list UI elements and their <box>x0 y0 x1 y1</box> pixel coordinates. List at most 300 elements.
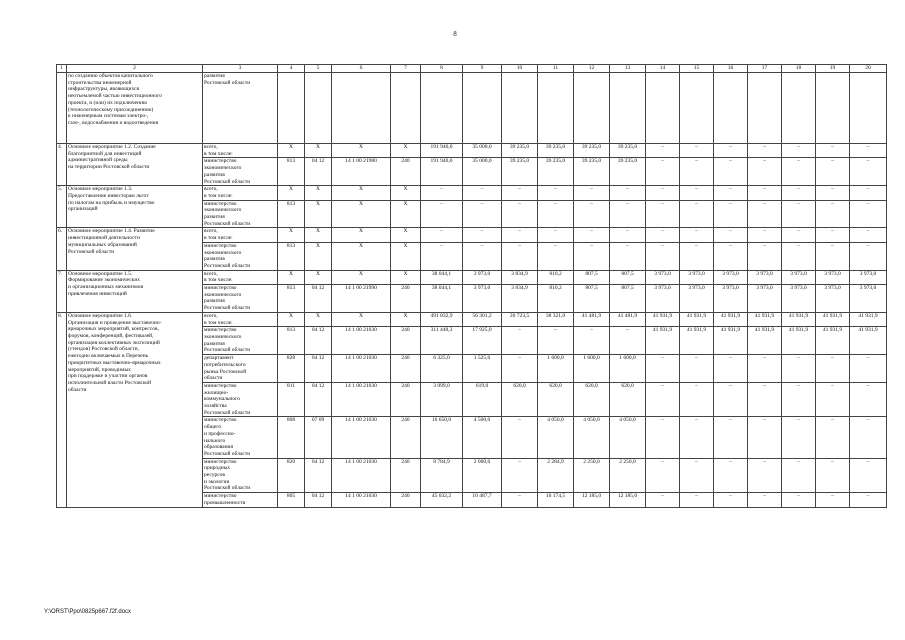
value-cell: 4 050,0 <box>574 417 610 458</box>
responsible-cell <box>203 73 278 144</box>
value-cell: – <box>714 493 748 507</box>
value-cell: – <box>502 493 538 507</box>
value-cell: 2 000,0 <box>463 458 502 493</box>
activity-name-cell-line: приоритетных выставочно-ярмарочных <box>68 359 161 366</box>
value-cell: – <box>782 200 816 228</box>
value-cell: – <box>850 355 887 383</box>
activity-name-cell-line: по созданию объектов капитального <box>68 73 153 79</box>
responsible-cell-line: и профессио- <box>204 430 236 437</box>
value-cell: X <box>332 242 391 270</box>
value-cell: – <box>574 327 610 355</box>
value-cell: – <box>782 355 816 383</box>
value-cell: – <box>502 417 538 458</box>
file-path-footer: Y:\ORST\Ppo\0825p667.f2f.docx <box>44 609 132 615</box>
value-cell: – <box>748 242 782 270</box>
activity-name-cell-line: Формирование экономических <box>68 277 141 284</box>
empty-cell <box>502 73 538 144</box>
responsible-cell-line: Ростовской области <box>204 305 251 312</box>
responsible-cell-line: Ростовской области <box>204 79 251 86</box>
value-cell: – <box>816 242 850 270</box>
value-cell: 3 973,0 <box>714 270 748 284</box>
value-cell: 3 973,0 <box>850 270 887 284</box>
responsible-cell <box>203 327 278 355</box>
empty-cell <box>421 73 463 144</box>
table-row <box>57 228 887 242</box>
value-cell: – <box>421 200 463 228</box>
value-cell: – <box>850 186 887 200</box>
responsible-cell-line: Ростовской области <box>204 262 251 269</box>
column-number: 19 <box>816 65 850 73</box>
responsible-cell-line: всего, <box>204 186 218 193</box>
responsible-cell-line: потребительского <box>204 361 246 368</box>
responsible-cell-line: министерство <box>204 242 237 249</box>
value-cell: X <box>278 312 305 326</box>
row-number-cell <box>57 73 67 144</box>
value-cell: – <box>748 355 782 383</box>
responsible-cell-line: жилищно- <box>204 389 229 396</box>
value-cell: 813 <box>278 200 305 228</box>
value-cell: 813 <box>278 327 305 355</box>
activity-name-cell-line: привлечения инвестиций <box>68 290 127 297</box>
empty-cell <box>646 73 680 144</box>
value-cell: – <box>646 200 680 228</box>
responsible-cell-line: Ростовской области <box>204 409 251 416</box>
value-cell: 620,0 <box>610 382 646 417</box>
row-number-cell: 7. <box>57 270 67 312</box>
activity-name-cell-line: Основное мероприятие 1.2. Создание <box>68 144 156 150</box>
value-cell: 1 600,0 <box>610 355 646 383</box>
value-cell: X <box>305 186 332 200</box>
value-cell: – <box>680 158 714 186</box>
empty-cell <box>714 73 748 144</box>
value-cell: – <box>538 242 574 270</box>
activity-name-cell-line: муниципальных образований <box>68 241 137 248</box>
value-cell: 807,5 <box>610 270 646 284</box>
value-cell: 41 931,9 <box>748 327 782 355</box>
value-cell: – <box>816 382 850 417</box>
value-cell: 240 <box>391 458 421 493</box>
responsible-cell-line: министерство <box>204 382 237 389</box>
value-cell: 3 973,0 <box>816 285 850 313</box>
value-cell: – <box>646 382 680 417</box>
activity-name-cell <box>67 228 203 270</box>
value-cell: – <box>463 228 502 242</box>
value-cell: 3 973,0 <box>463 285 502 313</box>
value-cell: – <box>502 327 538 355</box>
value-cell: – <box>714 417 748 458</box>
value-cell: – <box>610 242 646 270</box>
activity-name-cell-line: административной среды <box>68 157 128 164</box>
value-cell: 41 931,9 <box>782 327 816 355</box>
responsible-cell-line: хозяйства <box>204 403 227 410</box>
activity-name-cell <box>67 270 203 312</box>
value-cell: 8 784,9 <box>421 458 463 493</box>
activity-name-cell-line: на территории Ростовской области <box>68 164 150 171</box>
activity-name-cell <box>67 73 203 144</box>
value-cell: X <box>332 144 391 158</box>
value-cell: – <box>714 458 748 493</box>
value-cell: 620,0 <box>538 382 574 417</box>
responsible-cell-line: в том числе: <box>204 192 233 199</box>
value-cell: 491 832,9 <box>421 312 463 326</box>
value-cell: – <box>782 382 816 417</box>
responsible-cell-line: развития <box>204 73 225 79</box>
value-cell: – <box>680 355 714 383</box>
value-cell: – <box>782 458 816 493</box>
activity-name-cell-line: исполнительной власти Ростовской <box>68 379 152 386</box>
responsible-cell <box>203 382 278 417</box>
value-cell: 240 <box>391 382 421 417</box>
value-cell: 14 1 00 21030 <box>332 355 391 383</box>
responsible-cell-line: природных <box>204 465 231 472</box>
empty-cell <box>850 73 887 144</box>
value-cell: – <box>816 144 850 158</box>
empty-cell <box>538 73 574 144</box>
value-cell: – <box>680 493 714 507</box>
value-cell: – <box>782 144 816 158</box>
responsible-cell-line: рынка Ростовской <box>204 368 247 375</box>
activity-name-cell-line: Ростовской области <box>68 248 115 255</box>
column-number: 3 <box>203 65 278 73</box>
value-cell: 3 099,0 <box>421 382 463 417</box>
responsible-cell-line: ресурсов <box>204 472 225 479</box>
value-cell: 240 <box>391 355 421 383</box>
responsible-cell-line: министерство <box>204 158 237 165</box>
value-cell: – <box>782 158 816 186</box>
value-cell: – <box>421 186 463 200</box>
value-cell: – <box>421 228 463 242</box>
value-cell: – <box>574 186 610 200</box>
value-cell: 3 973,0 <box>748 270 782 284</box>
responsible-cell <box>203 458 278 493</box>
column-number: 5 <box>305 65 332 73</box>
value-cell: – <box>463 186 502 200</box>
value-cell: 2 250,0 <box>610 458 646 493</box>
row-number-cell: 6. <box>57 228 67 270</box>
activity-name-cell-line: Основное мероприятие 1.3. <box>68 186 133 193</box>
value-cell: – <box>680 228 714 242</box>
column-number: 13 <box>610 65 646 73</box>
empty-cell <box>574 73 610 144</box>
column-number: 1 <box>57 65 67 73</box>
responsible-cell <box>203 158 278 186</box>
activity-name-cell-line: ярмарочных мероприятий, конгрессов, <box>68 326 159 333</box>
responsible-cell-line: министерство <box>204 493 237 500</box>
value-cell: 3 973,0 <box>680 285 714 313</box>
value-cell: 39 235,0 <box>538 144 574 158</box>
activity-name-cell-line: организаций <box>68 206 98 213</box>
value-cell: – <box>680 242 714 270</box>
activity-name-cell-line: инвестиционной деятельности <box>68 235 140 242</box>
value-cell: – <box>646 158 680 186</box>
value-cell: X <box>391 242 421 270</box>
value-cell: – <box>714 144 748 158</box>
value-cell: 04 12 <box>305 382 332 417</box>
value-cell: 07 09 <box>305 417 332 458</box>
responsible-cell-line: коммунального <box>204 396 240 403</box>
value-cell: 38 321,0 <box>538 312 574 326</box>
value-cell: – <box>850 200 887 228</box>
value-cell: – <box>748 458 782 493</box>
activity-name-cell-line: строительства инженерной <box>68 79 132 86</box>
activity-name-cell <box>67 186 203 228</box>
value-cell: – <box>850 158 887 186</box>
value-cell: 3 973,0 <box>782 285 816 313</box>
value-cell: 240 <box>391 285 421 313</box>
value-cell: – <box>680 458 714 493</box>
activity-name-cell <box>67 312 203 507</box>
responsible-cell-line: всего, <box>204 270 218 277</box>
value-cell: 10 487,7 <box>463 493 502 507</box>
value-cell: – <box>502 186 538 200</box>
activity-name-cell-line: Основное мероприятие 1.5. <box>68 270 133 277</box>
value-cell: – <box>538 228 574 242</box>
value-cell: – <box>463 200 502 228</box>
value-cell: 38 044,1 <box>421 270 463 284</box>
value-cell: 41 931,9 <box>748 312 782 326</box>
value-cell: – <box>714 228 748 242</box>
value-cell: 39 235,0 <box>610 144 646 158</box>
value-cell: – <box>502 242 538 270</box>
responsible-cell-line: области <box>204 375 223 382</box>
responsible-cell-line: Ростовской области <box>204 347 251 354</box>
value-cell: 04 12 <box>305 458 332 493</box>
value-cell: 810,2 <box>538 285 574 313</box>
value-cell: 4 050,0 <box>610 417 646 458</box>
value-cell: – <box>646 228 680 242</box>
value-cell: 3 973,0 <box>714 285 748 313</box>
value-cell: X <box>391 228 421 242</box>
value-cell: X <box>332 312 391 326</box>
value-cell: X <box>305 242 332 270</box>
value-cell: – <box>538 200 574 228</box>
empty-cell <box>748 73 782 144</box>
responsible-cell-line: и экологии <box>204 478 230 485</box>
responsible-cell-line: развития <box>204 340 225 347</box>
activity-name-cell-line: и организационных механизмов <box>68 284 144 291</box>
value-cell: 813 <box>278 242 305 270</box>
value-cell: 14 1 00 21980 <box>332 158 391 186</box>
value-cell: 39 235,0 <box>538 158 574 186</box>
value-cell: – <box>816 200 850 228</box>
table-row <box>57 312 887 326</box>
activity-name-cell-line: Основное мероприятие 1.6. <box>68 312 133 319</box>
activity-name-cell-line: газо-, водоснабжения и водоотведения <box>68 119 159 126</box>
value-cell: 35 000,0 <box>463 144 502 158</box>
responsible-cell-line: экономического <box>204 207 242 214</box>
column-number: 17 <box>748 65 782 73</box>
value-cell: – <box>714 382 748 417</box>
value-cell: – <box>816 228 850 242</box>
value-cell: – <box>574 228 610 242</box>
responsible-cell <box>203 312 278 326</box>
value-cell: – <box>714 355 748 383</box>
table-row <box>57 186 887 200</box>
value-cell: X <box>278 144 305 158</box>
value-cell: 3 834,9 <box>502 270 538 284</box>
value-cell: 3 973,0 <box>463 270 502 284</box>
value-cell: – <box>816 458 850 493</box>
value-cell: 807,5 <box>574 270 610 284</box>
empty-cell <box>278 73 305 144</box>
value-cell: 620,0 <box>574 382 610 417</box>
value-cell: 41 931,9 <box>850 312 887 326</box>
value-cell: 807,5 <box>610 285 646 313</box>
value-cell: 39 235,0 <box>502 144 538 158</box>
responsible-cell-line: экономического <box>204 165 242 172</box>
table-row <box>57 144 887 158</box>
value-cell: 39 235,0 <box>574 158 610 186</box>
value-cell: – <box>680 417 714 458</box>
table-row <box>57 73 887 144</box>
value-cell: 04 12 <box>305 158 332 186</box>
value-cell: 12 185,0 <box>574 493 610 507</box>
value-cell: – <box>574 242 610 270</box>
value-cell: 10 174,5 <box>538 493 574 507</box>
value-cell: X <box>391 200 421 228</box>
value-cell: 813 <box>278 285 305 313</box>
responsible-cell-line: экономического <box>204 333 242 340</box>
activity-name-cell-line: к инженерным системам электро-, <box>68 113 149 120</box>
column-number: 12 <box>574 65 610 73</box>
value-cell: 3 973,0 <box>646 270 680 284</box>
value-cell: 4 050,0 <box>538 417 574 458</box>
responsible-cell-line: всего, <box>204 144 218 150</box>
responsible-cell-line: нального <box>204 437 226 444</box>
activity-name-cell-line: организация коллективных экспозиций <box>68 339 160 346</box>
value-cell: – <box>850 493 887 507</box>
value-cell: – <box>680 186 714 200</box>
value-cell: 3 973,0 <box>748 285 782 313</box>
value-cell: – <box>816 158 850 186</box>
activity-name-cell <box>67 144 203 186</box>
value-cell: – <box>850 458 887 493</box>
responsible-cell-line: развития <box>204 298 225 305</box>
row-number-cell: 8. <box>57 312 67 507</box>
value-cell: X <box>332 270 391 284</box>
column-number: 9 <box>463 65 502 73</box>
value-cell: 14 1 00 21990 <box>332 285 391 313</box>
activity-name-cell-line: по налогам на прибыль и имущество <box>68 199 155 206</box>
value-cell: 39 235,0 <box>610 158 646 186</box>
activity-name-cell-line: (стендов) Ростовской области, <box>68 346 139 353</box>
value-cell: – <box>782 242 816 270</box>
activity-name-cell-line: Организация и проведение выставочно- <box>68 319 162 326</box>
responsible-cell-line: развития <box>204 171 225 178</box>
value-cell: 17 925,0 <box>463 327 502 355</box>
activity-name-cell-line: неотъемлемой частью инвестиционного <box>68 93 162 100</box>
value-cell: 240 <box>391 327 421 355</box>
page-number: 8 <box>453 30 457 38</box>
value-cell: 41 931,9 <box>714 327 748 355</box>
column-number: 18 <box>782 65 816 73</box>
value-cell: 04 12 <box>305 285 332 313</box>
value-cell: 39 235,0 <box>502 158 538 186</box>
value-cell: – <box>782 228 816 242</box>
column-number: 6 <box>332 65 391 73</box>
value-cell: 813 <box>278 158 305 186</box>
value-cell: 820 <box>278 458 305 493</box>
column-number: 16 <box>714 65 748 73</box>
value-cell: 240 <box>391 417 421 458</box>
responsible-cell-line: экономического <box>204 291 242 298</box>
value-cell: – <box>714 242 748 270</box>
responsible-cell-line: всего, <box>204 312 218 319</box>
responsible-cell-line: в том числе: <box>204 235 233 242</box>
empty-cell <box>680 73 714 144</box>
value-cell: 805 <box>278 493 305 507</box>
value-cell: 14 1 00 21030 <box>332 458 391 493</box>
value-cell: – <box>538 327 574 355</box>
value-cell: – <box>610 200 646 228</box>
value-cell: 45 032,2 <box>421 493 463 507</box>
value-cell: X <box>278 228 305 242</box>
responsible-cell-line: Ростовской области <box>204 178 251 185</box>
responsible-cell-line: промышленности <box>204 499 246 506</box>
value-cell: 810,2 <box>538 270 574 284</box>
value-cell: 240 <box>391 493 421 507</box>
value-cell: 191 940,0 <box>421 158 463 186</box>
value-cell: – <box>816 355 850 383</box>
value-cell: 41 931,9 <box>816 312 850 326</box>
value-cell: 20 723,5 <box>502 312 538 326</box>
value-cell: 619,0 <box>463 382 502 417</box>
value-cell: – <box>610 327 646 355</box>
value-cell: X <box>391 312 421 326</box>
responsible-cell <box>203 417 278 458</box>
column-number: 4 <box>278 65 305 73</box>
budget-table <box>56 64 887 508</box>
responsible-cell-line: образования <box>204 444 234 451</box>
value-cell: 14 1 00 21030 <box>332 417 391 458</box>
value-cell: – <box>816 493 850 507</box>
value-cell: – <box>816 417 850 458</box>
value-cell: 41 931,9 <box>680 327 714 355</box>
responsible-cell <box>203 228 278 242</box>
responsible-cell-line: развития <box>204 256 225 263</box>
value-cell: – <box>646 144 680 158</box>
value-cell: – <box>538 186 574 200</box>
value-cell: – <box>502 200 538 228</box>
value-cell: 828 <box>278 355 305 383</box>
activity-name-cell-line: мероприятий, проводимых <box>68 366 131 373</box>
value-cell: – <box>421 242 463 270</box>
value-cell: – <box>610 228 646 242</box>
value-cell: 1 600,0 <box>574 355 610 383</box>
responsible-cell <box>203 242 278 270</box>
value-cell: – <box>782 493 816 507</box>
value-cell: X <box>332 228 391 242</box>
value-cell: 14 1 00 21030 <box>332 327 391 355</box>
empty-cell <box>332 73 391 144</box>
value-cell: 41 931,9 <box>680 312 714 326</box>
value-cell: – <box>680 144 714 158</box>
activity-name-cell-line: форумов, конференций, фестивалей, <box>68 332 154 339</box>
responsible-cell-line: Ростовской области <box>204 485 251 492</box>
responsible-cell <box>203 144 278 158</box>
responsible-cell-line: в том числе: <box>204 150 233 157</box>
column-number: 8 <box>421 65 463 73</box>
activity-name-cell-line: инфраструктуры, являющихся <box>68 86 140 93</box>
value-cell: 41 931,9 <box>782 312 816 326</box>
value-cell: X <box>305 200 332 228</box>
column-number: 10 <box>502 65 538 73</box>
responsible-cell <box>203 493 278 507</box>
responsible-cell-line: экономического <box>204 249 242 256</box>
responsible-cell-line: Ростовской области <box>204 220 251 227</box>
responsible-cell-line: министерство <box>204 200 237 207</box>
activity-name-cell-line: Основное мероприятие 1.4. Развитие <box>68 228 155 235</box>
